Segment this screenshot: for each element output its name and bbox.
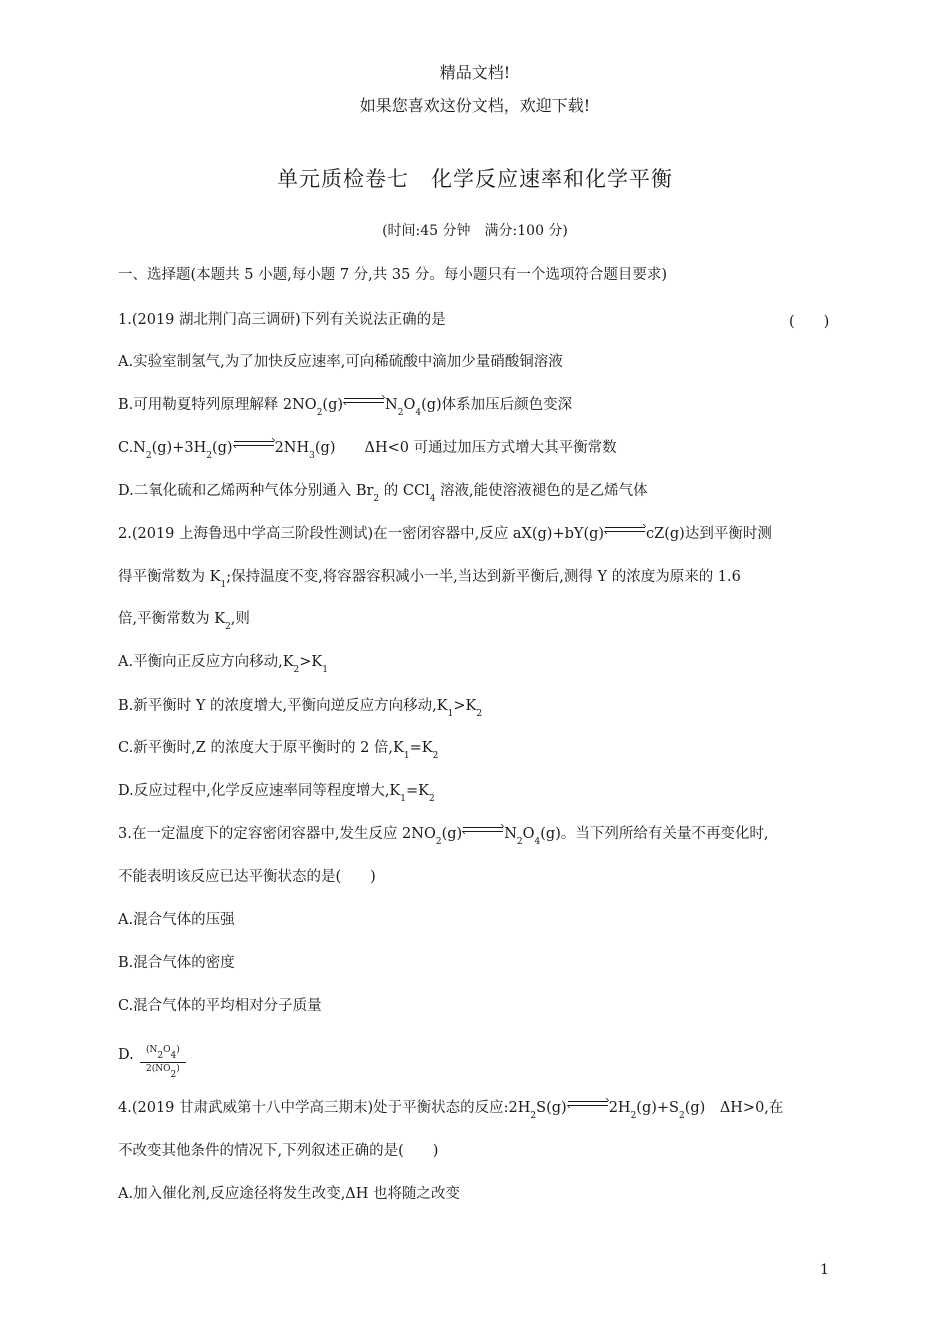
q3-stem-line-1: 3.在一定温度下的定容密闭容器中,发生反应 $2NO_2(g)$ $N_2O_4(g)$。当下列所给有关量不再变化时, (118, 826, 769, 847)
document-title: 单元质检卷七 化学反应速率和化学平衡 (277, 167, 673, 191)
q3-option-c: C.混合气体的平均相对分子质量 (118, 998, 322, 1014)
header-line-1: 精品文档! (439, 63, 511, 82)
q4-option-a: A.加入催化剂,反应途径将发生改变,ΔH 也将随之改变 (118, 1186, 461, 1202)
equilibrium-arrow-icon (605, 525, 645, 535)
q1-option-b: B.可用勒夏特列原理解释 $2NO_2(g)$ $N_2O_4(g)$体系加压后颜色变深 (118, 397, 573, 418)
q4-stem-line-1: 4.(2019 甘肃武威第十八中学高三期末)处于平衡状态的反应$:2H_2S(g)$ $2H_2(g)+S_2(g)$ ΔH>0,在 (118, 1100, 784, 1121)
page-number: 1 (820, 1262, 829, 1278)
time-score-note: (时间:45 分钟 满分:100 分) (382, 223, 568, 239)
concentration-ratio-fraction: $\frac{(N_2O_4)}{2(NO_2)}$ (140, 1045, 186, 1080)
q2-option-d: D.反应过程中,化学反应速率同等程度增大$,K_1=K_2$ (118, 783, 435, 804)
q2-stem-line-2: 得平衡常数为 $K_1$;保持温度不变,将容器容积减小一半,当达到新平衡后,测得 Y 的浓度为原来的 1.6 (118, 569, 741, 590)
q3-stem-line-2: 不能表明该反应已达平衡状态的是( ) (118, 869, 376, 885)
q3-option-d: D. (118, 1047, 134, 1063)
header-line-2: 如果您喜欢这份文档，欢迎下载! (359, 96, 591, 115)
equilibrium-arrow-icon (463, 825, 503, 835)
equilibrium-arrow-icon (344, 396, 384, 406)
section-heading: 一、选择题(本题共 5 小题,每小题 7 分,共 35 分。每小题只有一个选项符合题目要求) (118, 267, 668, 283)
q1-answer-paren: ( ) (789, 314, 830, 330)
q4-stem-line-2: 不改变其他条件的情况下,下列叙述正确的是( ) (118, 1143, 439, 1159)
q2-option-c: C.新平衡时,Z 的浓度大于原平衡时的 2 倍$,K_1=K_2$ (118, 740, 439, 761)
q1-option-c: $C.N_2(g)+3H_2(g)$ $2NH_3(g)$ ΔH<0 可通过加压方式增大其平衡常数 (118, 440, 617, 461)
q1-option-d: D.二氧化硫和乙烯两种气体分别通入 $Br_2$ 的 CCl$_4$ 溶液,能使溶液褪色的是乙烯气体 (118, 483, 648, 504)
q3-option-b: B.混合气体的密度 (118, 955, 235, 971)
q3-option-a: A.混合气体的压强 (118, 912, 235, 928)
q1-stem: 1.(2019 湖北荆门高三调研)下列有关说法正确的是 (118, 312, 446, 328)
q2-option-b: B.新平衡时 Y 的浓度增大,平衡向逆反应方向移动$,K_1>K_2$ (118, 698, 483, 719)
q2-stem-line-1: 2.(2019 上海鲁迅中学高三阶段性测试)在一密闭容器中,反应 aX(g)+bY(g) cZ(g)达到平衡时测 (118, 526, 772, 542)
equilibrium-arrow-icon (568, 1099, 608, 1109)
q1-option-a: A.实验室制氢气,为了加快反应速率,可向稀硫酸中滴加少量硝酸铜溶液 (118, 354, 563, 370)
q2-option-a: A.平衡向正反应方向移动$,K_2>K_1$ (118, 654, 328, 675)
q2-stem-line-3: 倍,平衡常数为 $K_2$,则 (118, 611, 250, 632)
equilibrium-arrow-icon (234, 439, 274, 449)
